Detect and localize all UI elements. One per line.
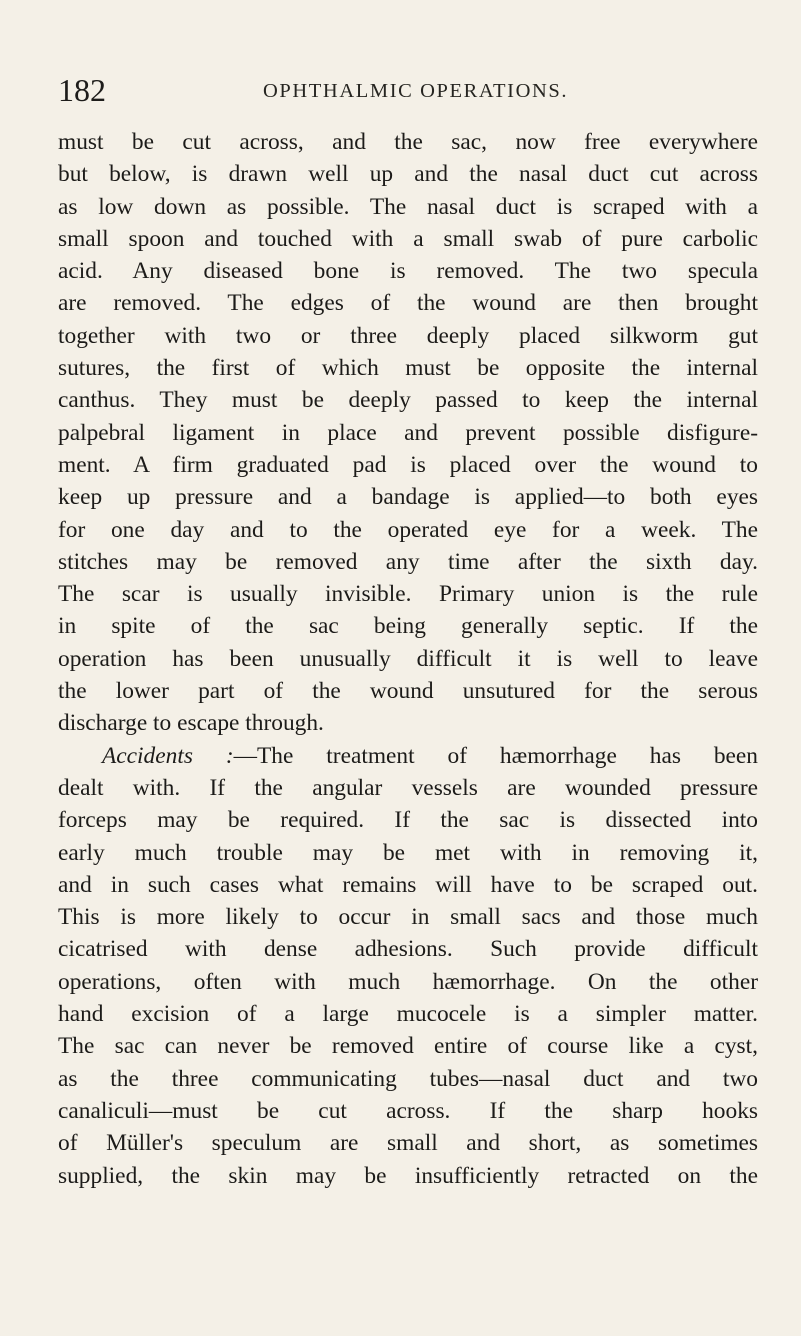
running-head	[58, 70, 748, 110]
text-line: but below, is drawn well up and the nasal duct cut across	[58, 161, 758, 188]
text-line: sutures, the first of which must be opposite the internal	[58, 355, 758, 382]
text-line: in spite of the sac being generally septic. If the	[58, 613, 758, 640]
text-line: acid. Any diseased bone is removed. The two specula	[58, 258, 758, 285]
text-line: hand excision of a large mucocele is a simpler matter.	[58, 1001, 758, 1028]
text-line: operation has been unusually difficult it is well to leave	[58, 645, 758, 672]
text-line: are removed. The edges of the wound are then brought	[58, 290, 758, 317]
text-line: ment. A firm graduated pad is placed over the wound to	[58, 451, 758, 478]
accidents-line-rest: —The treatment of hæmorrhage has been	[233, 742, 758, 769]
text-line: forceps may be required. If the sac is dissected into	[58, 807, 758, 834]
text-line: supplied, the skin may be insufficiently retracted on the	[58, 1162, 758, 1189]
text-line: dealt with. If the angular vessels are wounded pressure	[58, 774, 758, 801]
text-line: together with two or three deeply placed silkworm gut	[58, 322, 758, 349]
text-line: must be cut across, and the sac, now free everywhere	[58, 129, 758, 155]
accidents-heading: Accidents :	[102, 742, 234, 769]
text-line: discharge to escape through.	[58, 710, 324, 737]
text-line: small spoon and touched with a small swab of pure carbolic	[58, 225, 758, 252]
text-line: cicatrised with dense adhesions. Such provide difficult	[58, 936, 758, 963]
text-line: for one day and to the operated eye for a week. The	[58, 516, 758, 543]
text-line: canthus. They must be deeply passed to keep the internal	[58, 387, 758, 414]
text-line: the lower part of the wound unsutured for the serous	[58, 678, 758, 705]
body-text	[58, 126, 758, 1192]
accidents-paragraph-start	[58, 740, 758, 772]
text-line: The sac can never be removed entire of course like a cyst,	[58, 1033, 758, 1060]
text-line: canaliculi—must be cut across. If the sharp hooks	[58, 1097, 758, 1124]
text-line: keep up pressure and a bandage is applied—to both eyes	[58, 484, 758, 511]
text-line: The scar is usually invisible. Primary union is the rule	[58, 581, 758, 608]
text-line: operations, often with much hæmorrhage. On the other	[58, 968, 758, 995]
text-line: of Müller's speculum are small and short, as sometimes	[58, 1130, 758, 1157]
page-number: 182	[58, 72, 106, 108]
text-line: early much trouble may be met with in removing it,	[58, 839, 758, 866]
running-title: OPHTHALMIC OPERATIONS.	[263, 80, 569, 102]
text-line: as the three communicating tubes—nasal duct and two	[58, 1065, 758, 1092]
text-line: This is more likely to occur in small sacs and those much	[58, 904, 758, 931]
text-line: as low down as possible. The nasal duct is scraped with a	[58, 193, 758, 220]
text-line: and in such cases what remains will have to be scraped out.	[58, 871, 758, 898]
text-line: palpebral ligament in place and prevent possible disfigure-	[58, 419, 758, 446]
text-line: stitches may be removed any time after the sixth day.	[58, 548, 758, 575]
